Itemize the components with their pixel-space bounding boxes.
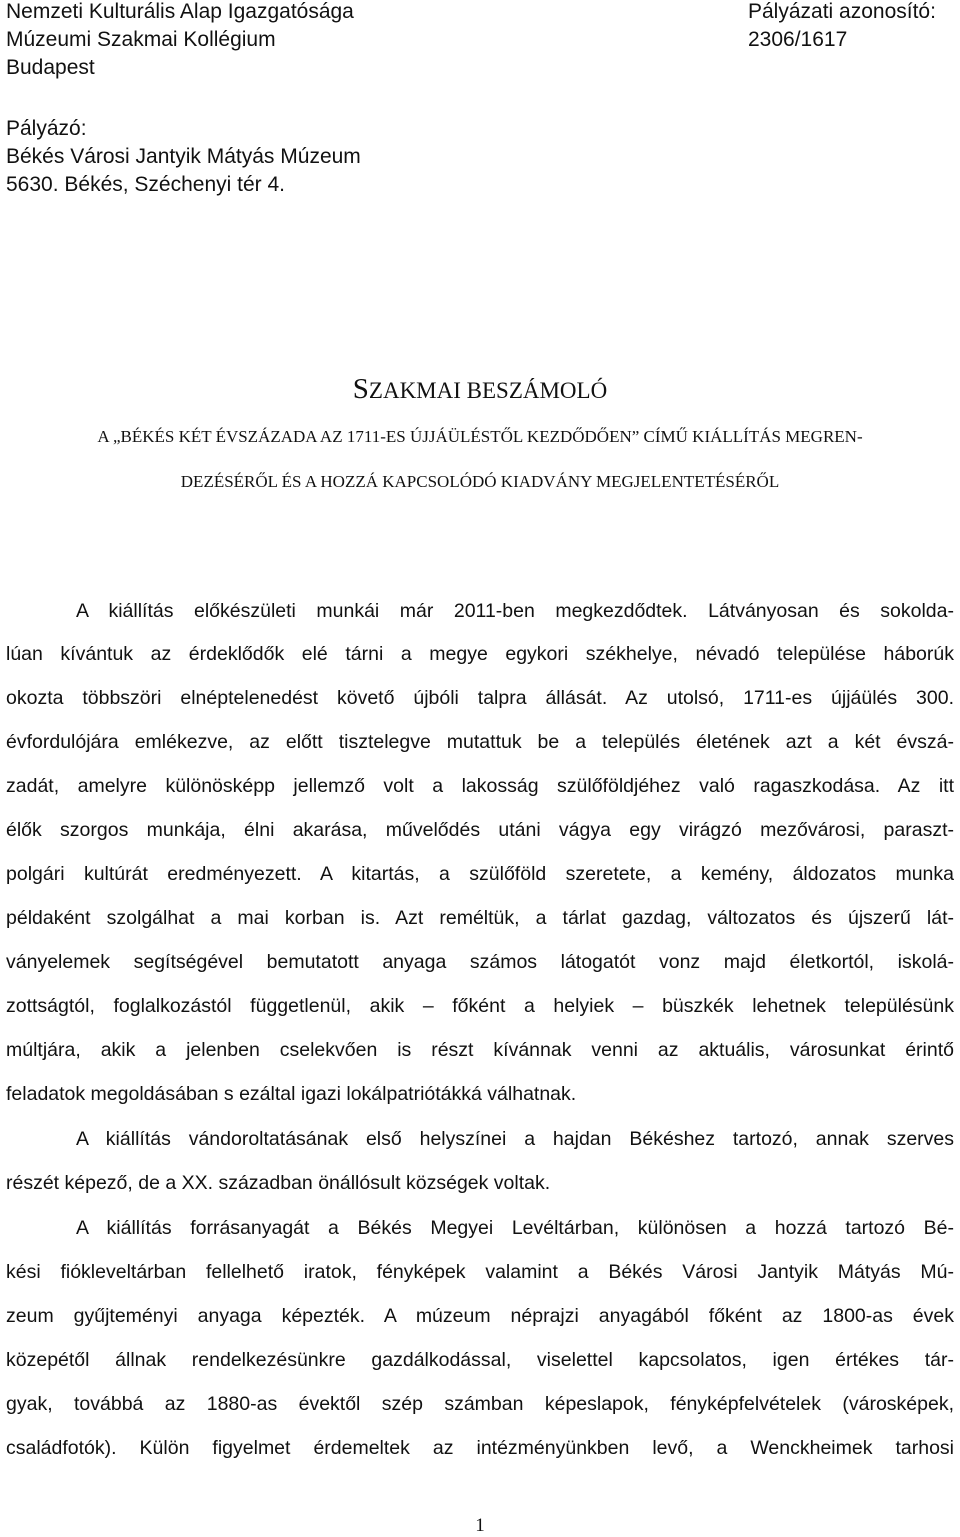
applicant-address: 5630. Békés, Széchenyi tér 4. bbox=[6, 173, 285, 196]
body-line: A kiállítás előkészületi munkái már 2011-ben megkezdődtek. Látványosan és sokolda- bbox=[76, 600, 954, 622]
body-line: A kiállítás forrásanyagát a Békés Megyei Levéltárban, különösen a hozzá tartozó Bé- bbox=[76, 1217, 954, 1239]
body-line: gyak, továbbá az 1880-as évektől szép számban képeslapok, fényképfelvételek (városképek, bbox=[6, 1393, 954, 1415]
header-org-line-1: Nemzeti Kulturális Alap Igazgatósága bbox=[6, 0, 354, 23]
body-line: múltjára, akik a jelenben cselekvően is részt kívánnak venni az aktuális, városunkat érintő bbox=[6, 1039, 954, 1061]
report-title-rest: ZAKMAI BESZÁMOLÓ bbox=[368, 378, 608, 403]
body-line: zottságtól, foglalkozástól függetlenül, akik – főként a helyiek – büszkék lehetnek településünk bbox=[6, 995, 954, 1017]
application-id-value: 2306/1617 bbox=[748, 28, 848, 51]
report-subtitle-line-2: DEZÉSÉRŐL ÉS A HOZZÁ KAPCSOLÓDÓ KIADVÁNY MEGJELENTETÉSÉRŐL bbox=[180, 472, 780, 491]
body-line: családfotók). Külön figyelmet érdemeltek az intézményünkben levő, a Wenckheimek tarhosi bbox=[6, 1437, 954, 1459]
page-number: 1 bbox=[475, 1515, 485, 1536]
body-line: zadát, amelyre különösképp jellemző volt a lakosság szülőföldjéhez való ragaszkodása. Az itt bbox=[6, 775, 954, 797]
body-line: példaként szolgálhat a mai korban is. Azt reméltük, a tárlat gazdag, változatos és újszerű lát- bbox=[6, 907, 954, 929]
body-line: részét képező, de a XX. században önállósult községek voltak. bbox=[6, 1172, 551, 1194]
body-line: évfordulójára emlékezve, az előtt tisztelegve mutattuk be a település életének azt a két évszá- bbox=[6, 731, 954, 753]
report-title-initial: S bbox=[352, 373, 369, 405]
header-org-line-2: Múzeumi Szakmai Kollégium bbox=[6, 28, 276, 51]
application-id-label: Pályázati azonosító: bbox=[748, 0, 936, 23]
body-line: közepétől állnak rendelkezésünkre gazdálkodással, viselettel kapcsolatos, igen értékes tár- bbox=[6, 1349, 954, 1371]
body-line: polgári kultúrát eredményezett. A kitartás, a szülőföld szeretete, a kemény, áldozatos munka bbox=[6, 863, 954, 885]
header-org-line-3: Budapest bbox=[6, 56, 95, 79]
body-line: okozta többszöri elnéptelenedést követő újbóli talpra állását. Az utolsó, 1711-es újjáülés 300. bbox=[6, 687, 954, 709]
body-line: zeum gyűjteményi anyaga képezték. A múzeum néprajzi anyagából főként az 1800-as évek bbox=[6, 1305, 954, 1327]
applicant-name: Békés Városi Jantyik Mátyás Múzeum bbox=[6, 145, 361, 168]
report-subtitle-line-1: A „BÉKÉS KÉT ÉVSZÁZADA AZ 1711-ES ÚJJÁÜLÉSTŐL KEZDŐDŐEN” CÍMŰ KIÁLLÍTÁS MEGREN- bbox=[97, 427, 863, 446]
applicant-label: Pályázó: bbox=[6, 117, 87, 140]
report-title bbox=[0, 373, 960, 406]
body-line: feladatok megoldásában s ezáltal igazi lokálpatriótákká válhatnak. bbox=[6, 1083, 577, 1105]
body-line: A kiállítás vándoroltatásának első helyszínei a hajdan Békéshez tartozó, annak szerves bbox=[76, 1128, 954, 1150]
body-line: élők szorgos munkája, élni akarása, művelődés utáni vágya egy virágzó mezővárosi, paraszt- bbox=[6, 819, 954, 841]
body-line: ványelemek segítségével bemutatott anyaga számos látogatót vonz majd életkortól, iskolá- bbox=[6, 951, 954, 973]
body-line: kési fiókleveltárban fellelhető iratok, fényképek valamint a Békés Városi Jantyik Mátyás Mú- bbox=[6, 1261, 954, 1283]
body-line: lúan kívántuk az érdeklődők elé tárni a megye egykori székhelye, névadó települése háborúk bbox=[6, 643, 954, 665]
